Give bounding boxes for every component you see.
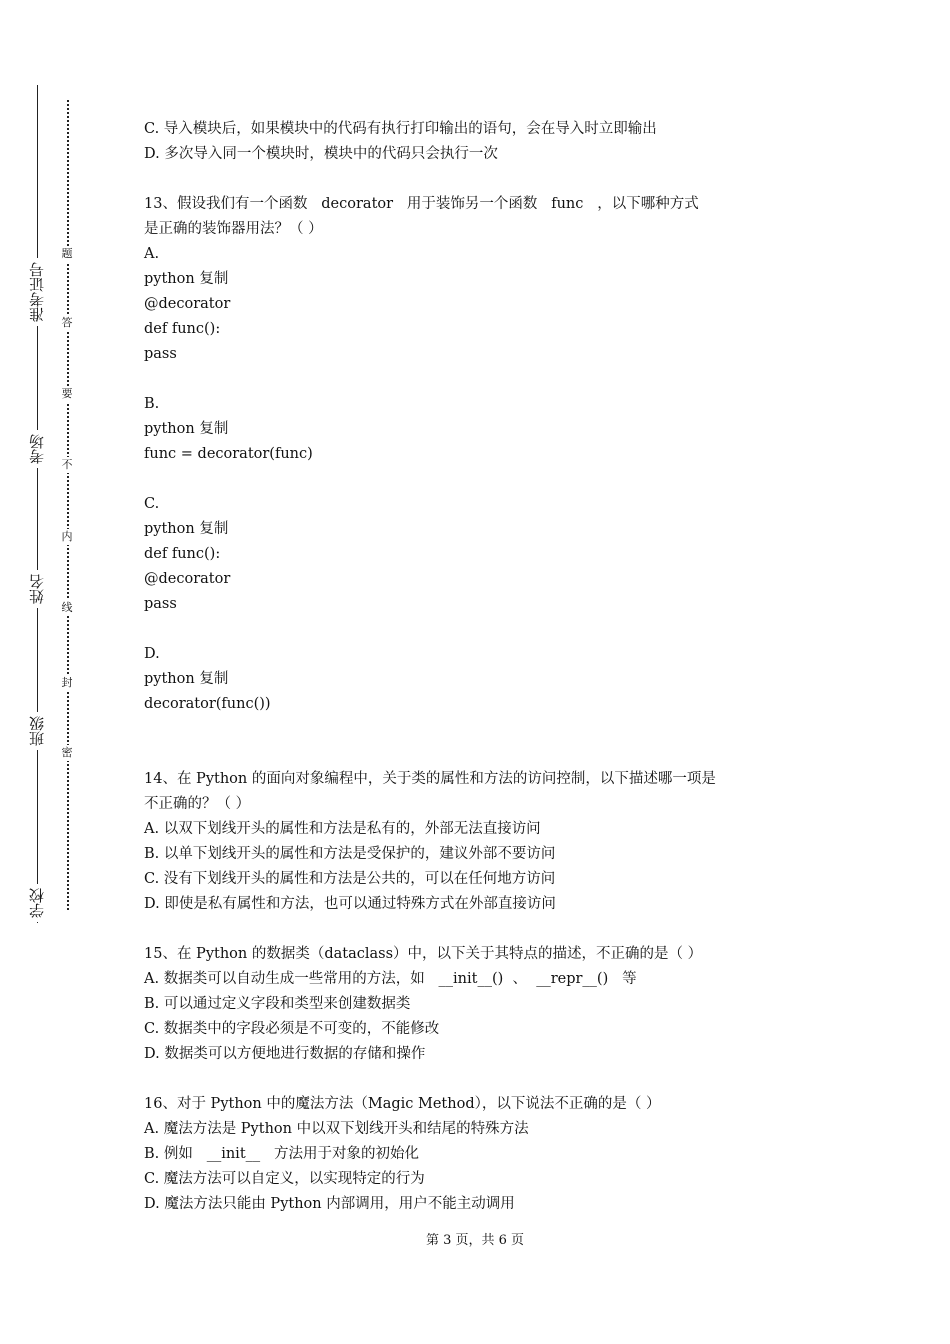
school-label: 学校: [20, 884, 54, 922]
text-line: C. 导入模块后，如果模块中的代码有执行打印输出的语句，会在导入时立即输出: [144, 121, 657, 137]
page-number: 第 3 页，共 6 页: [425, 1233, 525, 1248]
text-line: 15、在 Python 的数据类（dataclass）中，以下关于其特点的描述，不正确的是（ ）: [144, 946, 703, 962]
text-line: B. 以单下划线开头的属性和方法是受保护的，建议外部不要访问: [144, 846, 556, 862]
text-line: python 复制: [144, 521, 229, 537]
text-line: 14、在 Python 的面向对象编程中，关于类的属性和方法的访问控制，以下描述哪一项是: [144, 771, 716, 787]
text-line: 是正确的装饰器用法？（ ）: [144, 221, 323, 237]
blank-line: [144, 742, 824, 767]
seal-char: 要: [59, 386, 75, 402]
blank-line: [144, 167, 824, 192]
text-line: C.: [144, 496, 160, 512]
seal-char: 答: [59, 315, 75, 331]
blank-line: [144, 717, 824, 742]
text-line: python 复制: [144, 421, 229, 437]
text-line: 16、对于 Python 中的魔法方法（Magic Method），以下说法不正确的是（ ）: [144, 1096, 661, 1112]
text-line: D. 多次导入同一个模块时，模块中的代码只会执行一次: [144, 146, 498, 162]
text-line: pass: [144, 596, 177, 612]
text-line: B. 例如 __init__ 方法用于对象的初始化: [144, 1146, 419, 1162]
name-label: 姓名: [20, 570, 54, 608]
text-line: A. 以双下划线开头的属性和方法是私有的，外部无法直接访问: [144, 821, 541, 837]
text-line: def func():: [144, 321, 221, 337]
text-line: python 复制: [144, 671, 229, 687]
exam-number-label: 准考证号: [20, 258, 54, 326]
text-line: 不正确的？（ ）: [144, 796, 251, 812]
text-line: pass: [144, 346, 177, 362]
text-line: D.: [144, 646, 160, 662]
exam-room-label: 考场: [20, 430, 54, 468]
text-line: 13、假设我们有一个函数 decorator 用于装饰另一个函数 func ，以下哪种方式: [144, 196, 699, 212]
text-line: @decorator: [144, 571, 231, 587]
blank-line: [144, 617, 824, 642]
text-line: B.: [144, 396, 160, 412]
seal-dotted-line: [67, 100, 69, 910]
text-line: C. 没有下划线开头的属性和方法是公共的，可以在任何地方访问: [144, 871, 556, 887]
text-line: func = decorator(func): [144, 446, 313, 462]
text-line: @decorator: [144, 296, 231, 312]
text-line: D. 魔法方法只能由 Python 内部调用，用户不能主动调用: [144, 1196, 515, 1212]
text-line: decorator(func()): [144, 696, 271, 712]
seal-char: 内: [59, 529, 75, 545]
text-line: python 复制: [144, 271, 229, 287]
text-line: C. 数据类中的字段必须是不可变的，不能修改: [144, 1021, 440, 1037]
seal-char: 线: [59, 600, 75, 616]
text-line: A.: [144, 246, 160, 262]
binding-solid-line: [37, 85, 38, 923]
seal-char: 封: [59, 675, 75, 691]
blank-line: [144, 367, 824, 392]
class-label: 班级: [20, 712, 54, 750]
seal-char: 密: [59, 745, 75, 761]
text-line: def func():: [144, 546, 221, 562]
text-line: B. 可以通过定义字段和类型来创建数据类: [144, 996, 411, 1012]
text-line: C. 魔法方法可以自定义，以实现特定的行为: [144, 1171, 425, 1187]
text-line: D. 即使是私有属性和方法，也可以通过特殊方式在外部直接访问: [144, 896, 556, 912]
blank-line: [144, 1067, 824, 1092]
blank-line: [144, 467, 824, 492]
text-line: A. 魔法方法是 Python 中以双下划线开头和结尾的特殊方法: [144, 1121, 529, 1137]
text-line: A. 数据类可以自动生成一些常用的方法，如 __init__() 、 __repr__() 等: [144, 971, 637, 987]
seal-char: 题: [59, 246, 75, 262]
question-content: [144, 117, 824, 1217]
seal-char: 不: [59, 457, 75, 473]
text-line: D. 数据类可以方便地进行数据的存储和操作: [144, 1046, 426, 1062]
blank-line: [144, 917, 824, 942]
